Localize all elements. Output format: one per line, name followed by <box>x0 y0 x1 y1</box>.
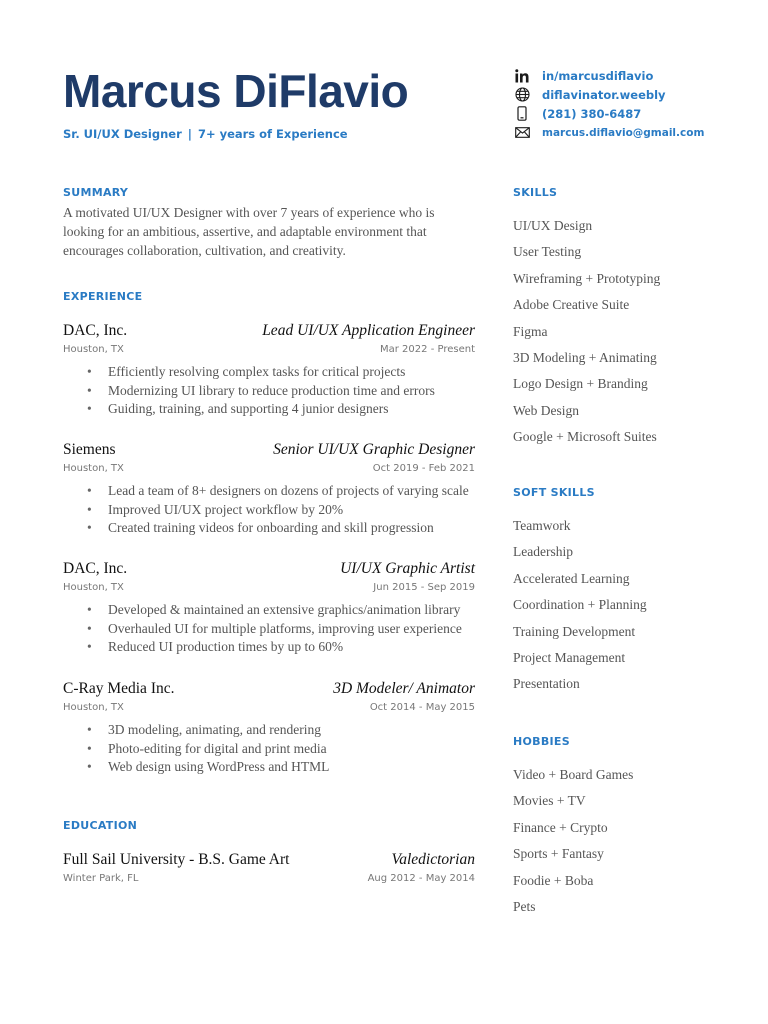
skill-item: User Testing <box>513 244 582 260</box>
education-entry <box>63 851 475 892</box>
job-location: Houston, TX <box>63 344 124 355</box>
hobby-item: Finance + Crypto <box>513 819 608 835</box>
bullet-item: • Developed & maintained an extensive graphics/animation library <box>63 601 475 620</box>
hobby-item: Pets <box>513 898 536 914</box>
job-bullets <box>63 601 475 657</box>
linkedin-link[interactable]: in/marcusdiflavio <box>542 68 654 83</box>
job-role: UI/UX Graphic Artist <box>340 560 475 577</box>
hobby-item: Movies + TV <box>513 793 586 809</box>
skill-item: Figma <box>513 323 548 339</box>
hobbies-heading: HOBBIES <box>513 735 570 748</box>
bullet-item: • Improved UI/UX project workflow by 20% <box>63 501 475 520</box>
contact-email[interactable] <box>514 123 704 142</box>
skill-item: Google + Microsoft Suites <box>513 429 657 445</box>
website-link[interactable]: diflavinator.weebly <box>542 87 666 102</box>
job-dates: Oct 2019 - Feb 2021 <box>372 463 475 474</box>
school-name: Full Sail University - B.S. Game Art <box>63 851 290 868</box>
email-link[interactable]: marcus.diflavio@gmail.com <box>542 126 705 139</box>
company-name: DAC, Inc. <box>63 560 128 577</box>
soft-skill-item: Project Management <box>513 649 626 665</box>
contact-website[interactable] <box>514 85 704 104</box>
skill-item: Adobe Creative Suite <box>513 297 630 313</box>
job-title: Sr. UI/UX Designer <box>63 127 182 141</box>
contact-linkedin[interactable] <box>514 66 704 85</box>
job-dates: Mar 2022 - Present <box>380 344 475 355</box>
bullet-item: • Modernizing UI library to reduce production time and errors <box>63 382 475 401</box>
education-dates: Aug 2012 - May 2014 <box>367 873 475 884</box>
skill-item: Wireframing + Prototyping <box>513 270 661 286</box>
skill-item: Web Design <box>513 402 580 418</box>
bullet-item: • Web design using WordPress and HTML <box>63 758 475 777</box>
job-location: Houston, TX <box>63 463 124 474</box>
soft-skill-item: Training Development <box>513 623 636 639</box>
job-dates: Jun 2015 - Sep 2019 <box>373 582 475 593</box>
soft-skill-item: Coordination + Planning <box>513 597 647 613</box>
bullet-item: • 3D modeling, animating, and rendering <box>63 721 475 740</box>
skills-list <box>513 213 660 451</box>
soft-skill-item: Presentation <box>513 676 580 692</box>
tagline <box>63 127 348 141</box>
hobbies-list <box>513 762 633 920</box>
education-heading: EDUCATION <box>63 819 138 832</box>
skill-item: UI/UX Design <box>513 218 593 233</box>
company-name: Siemens <box>63 441 116 458</box>
company-name: C-Ray Media Inc. <box>63 680 175 697</box>
hobby-item: Video + Board Games <box>513 767 634 782</box>
mail-icon <box>514 125 530 141</box>
bullet-item: • Lead a team of 8+ designers on dozens of projects of varying scale <box>63 482 475 501</box>
education-honor: Valedictorian <box>391 851 475 868</box>
hobby-item: Foodie + Boba <box>513 872 594 888</box>
summary-text: A motivated UI/UX Designer with over 7 years of experience who is looking for an ambitious, assertive, and adaptable environment that encourages collaboration, cultivation, and creativity. <box>63 205 435 258</box>
job-bullets <box>63 482 475 538</box>
bullet-item: • Efficiently resolving complex tasks for critical projects <box>63 363 475 382</box>
contact-phone[interactable] <box>514 104 704 123</box>
skills-heading: SKILLS <box>513 186 558 199</box>
bullet-item: • Created training videos for onboarding and skill progression <box>63 519 475 538</box>
job-role: 3D Modeler/ Animator <box>333 680 475 697</box>
skill-item: 3D Modeling + Animating <box>513 349 657 365</box>
soft-skill-item: Accelerated Learning <box>513 570 630 586</box>
school-location: Winter Park, FL <box>63 873 139 884</box>
soft-skill-item: Leadership <box>513 544 573 560</box>
job-role: Lead UI/UX Application Engineer <box>262 322 475 339</box>
years-experience: 7+ years of Experience <box>197 127 348 141</box>
summary-heading: SUMMARY <box>63 186 129 199</box>
soft-skill-item: Teamwork <box>513 518 571 533</box>
job-location: Houston, TX <box>63 582 124 593</box>
job-entry <box>63 441 475 538</box>
job-entry <box>63 560 475 657</box>
bullet-item: • Guiding, training, and supporting 4 junior designers <box>63 400 475 419</box>
globe-icon <box>514 87 530 103</box>
soft-skills-heading: SOFT SKILLS <box>513 486 595 499</box>
job-bullets <box>63 363 475 419</box>
bullet-item: • Overhauled UI for multiple platforms, improving user experience <box>63 620 475 639</box>
job-entry <box>63 680 475 777</box>
job-entry <box>63 322 475 419</box>
job-dates: Oct 2014 - May 2015 <box>369 702 475 713</box>
job-role: Senior UI/UX Graphic Designer <box>273 441 475 458</box>
soft-skills-list <box>513 513 647 698</box>
linkedin-icon <box>514 68 530 84</box>
resume-name: Marcus DiFlavio <box>63 65 409 117</box>
phone-icon <box>514 106 530 122</box>
phone-number[interactable]: (281) 380-6487 <box>542 106 642 121</box>
tagline-separator: | <box>187 127 192 141</box>
experience-heading: EXPERIENCE <box>63 290 143 303</box>
hobby-item: Sports + Fantasy <box>513 846 604 862</box>
job-bullets <box>63 721 475 777</box>
skill-item: Logo Design + Branding <box>513 376 648 392</box>
job-location: Houston, TX <box>63 702 124 713</box>
contact-block <box>514 66 704 142</box>
company-name: DAC, Inc. <box>63 322 128 339</box>
bullet-item: • Reduced UI production times by up to 60% <box>63 638 475 657</box>
bullet-item: • Photo-editing for digital and print media <box>63 740 475 759</box>
